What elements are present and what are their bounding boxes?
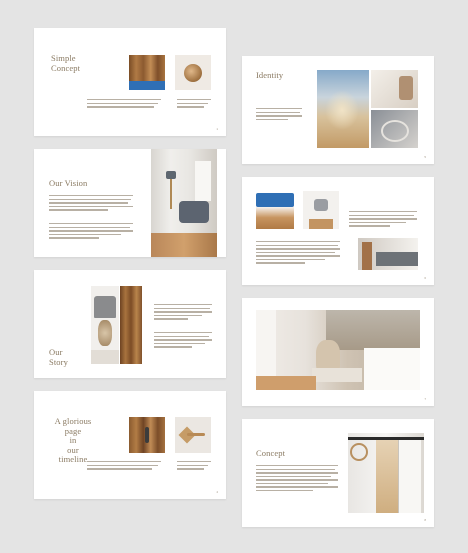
sliding-door-photo bbox=[348, 433, 424, 513]
slide-title: Simple Concept bbox=[51, 53, 81, 73]
page-number: 7 bbox=[424, 397, 426, 401]
wood-detail-photo bbox=[129, 417, 165, 453]
slide-identity bbox=[242, 56, 434, 164]
pampas-photo bbox=[317, 70, 369, 148]
room-photo bbox=[151, 149, 217, 257]
lamp-detail-photo bbox=[371, 110, 418, 148]
slide-our-vision bbox=[34, 149, 226, 257]
wood-wall-photo bbox=[120, 286, 142, 364]
door-handle-photo bbox=[175, 417, 211, 453]
body-text bbox=[256, 108, 302, 122]
slide-title: Identity bbox=[256, 70, 284, 80]
body-text bbox=[154, 332, 212, 350]
body-text bbox=[87, 99, 161, 110]
slide-simple-concept bbox=[34, 28, 226, 136]
slide-glorious-page bbox=[34, 391, 226, 499]
wood-photo bbox=[129, 55, 165, 90]
slide-bedroom-full bbox=[242, 298, 434, 406]
body-text bbox=[49, 195, 133, 213]
page-number: 8 bbox=[424, 518, 426, 522]
slide-bedroom bbox=[242, 177, 434, 285]
page-number: 6 bbox=[424, 276, 426, 280]
page-number: 4 bbox=[216, 490, 218, 494]
slide-our-story bbox=[34, 270, 226, 378]
lamp-table-photo bbox=[303, 191, 339, 229]
slide-concept bbox=[242, 419, 434, 527]
blue-chair-photo bbox=[256, 191, 294, 229]
body-text bbox=[87, 461, 161, 472]
slide-title: A glorious page in our timeline bbox=[54, 416, 92, 464]
body-text bbox=[154, 304, 212, 322]
body-text bbox=[349, 211, 417, 229]
lamp-photo bbox=[91, 286, 119, 364]
body-text bbox=[256, 465, 338, 494]
bed-photo bbox=[371, 70, 418, 108]
bedroom-wide-photo bbox=[256, 310, 420, 390]
body-text bbox=[256, 241, 340, 266]
caption-text bbox=[177, 99, 211, 110]
caption-text bbox=[177, 461, 211, 472]
page-number: 1 bbox=[216, 127, 218, 131]
body-text bbox=[49, 223, 133, 241]
page-number: 5 bbox=[424, 155, 426, 159]
slide-title: Our Vision bbox=[49, 178, 88, 188]
knob-photo bbox=[175, 55, 211, 90]
slide-title: Our Story bbox=[49, 347, 68, 367]
slide-title: Concept bbox=[256, 448, 286, 458]
bedroom-photo bbox=[358, 238, 418, 270]
